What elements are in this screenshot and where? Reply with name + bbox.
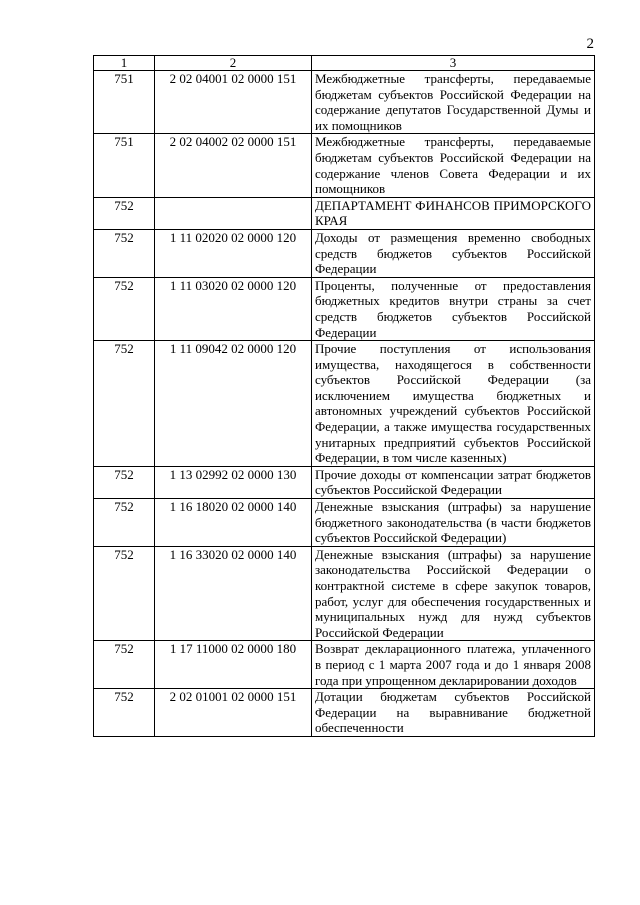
admin-code-cell: 752 [94, 499, 155, 547]
revenue-name-cell: Прочие доходы от компенсации затрат бюджетов субъектов Российской Федерации [312, 466, 595, 498]
table-row [94, 499, 595, 547]
admin-code-cell: 752 [94, 466, 155, 498]
department-heading-cell: ДЕПАРТАМЕНТ ФИНАНСОВ ПРИМОРСКОГО КРАЯ [312, 197, 595, 229]
table-row [94, 341, 595, 467]
table-row [94, 641, 595, 689]
admin-code-cell: 752 [94, 689, 155, 737]
budget-code-cell: 1 11 03020 02 0000 120 [155, 277, 312, 340]
budget-code-cell: 1 16 18020 02 0000 140 [155, 499, 312, 547]
budget-code-cell: 1 17 11000 02 0000 180 [155, 641, 312, 689]
table-row [94, 689, 595, 737]
revenue-name-cell: Денежные взыскания (штрафы) за нарушение бюджетного законодательства (в части бюджетов субъектов Российской Федерации) [312, 499, 595, 547]
budget-code-cell: 2 02 04002 02 0000 151 [155, 134, 312, 197]
revenue-name-cell: Доходы от размещения временно свободных средств бюджетов субъектов Российской Федерации [312, 229, 595, 277]
admin-code-cell: 752 [94, 197, 155, 229]
admin-code-cell: 751 [94, 71, 155, 134]
budget-code-cell: 1 16 33020 02 0000 140 [155, 546, 312, 641]
budget-classification-table [93, 55, 595, 737]
budget-code-cell: 2 02 04001 02 0000 151 [155, 71, 312, 134]
admin-code-cell: 752 [94, 277, 155, 340]
revenue-name-cell: Денежные взыскания (штрафы) за нарушение законодательства Российской Федерации о контрактной системе в сфере закупок товаров, работ, услуг для обеспечения государственных и муниципальных нужд для нужд субъектов Российской Федерации [312, 546, 595, 641]
table-row [94, 546, 595, 641]
budget-code-cell: 1 11 09042 02 0000 120 [155, 341, 312, 467]
admin-code-cell: 752 [94, 229, 155, 277]
revenue-name-cell: Возврат декларационного платежа, уплаченного в период с 1 марта 2007 года и до 1 января 2008 года при упрощенном декларировании доходов [312, 641, 595, 689]
revenue-name-cell: Прочие поступления от использования имущества, находящегося в собственности субъектов Российской Федерации (за исключением имущества бюджетных и автономных учреждений субъектов Российской Федерации, а также имущества государственных унитарных предприятий субъектов Российской Федерации, в том числе казенных) [312, 341, 595, 467]
table-row [94, 197, 595, 229]
admin-code-cell: 751 [94, 134, 155, 197]
budget-code-cell: 1 13 02992 02 0000 130 [155, 466, 312, 498]
budget-code-cell: 2 02 01001 02 0000 151 [155, 689, 312, 737]
table-row [94, 466, 595, 498]
budget-code-cell [155, 197, 312, 229]
header-col-2: 2 [155, 56, 312, 71]
admin-code-cell: 752 [94, 341, 155, 467]
table-row [94, 134, 595, 197]
budget-code-cell: 1 11 02020 02 0000 120 [155, 229, 312, 277]
revenue-name-cell: Дотации бюджетам субъектов Российской Федерации на выравнивание бюджетной обеспеченности [312, 689, 595, 737]
header-col-3: 3 [312, 56, 595, 71]
table-row [94, 277, 595, 340]
revenue-name-cell: Межбюджетные трансферты, передаваемые бюджетам субъектов Российской Федерации на содержание депутатов Государственной Думы и их помощников [312, 71, 595, 134]
page-number: 2 [586, 36, 594, 52]
header-col-1: 1 [94, 56, 155, 71]
table-row [94, 229, 595, 277]
revenue-name-cell: Межбюджетные трансферты, передаваемые бюджетам субъектов Российской Федерации на содержание членов Совета Федерации и их помощников [312, 134, 595, 197]
admin-code-cell: 752 [94, 641, 155, 689]
table-header-row [94, 56, 595, 71]
table-row [94, 71, 595, 134]
admin-code-cell: 752 [94, 546, 155, 641]
revenue-name-cell: Проценты, полученные от предоставления бюджетных кредитов внутри страны за счет средств бюджетов субъектов Российской Федерации [312, 277, 595, 340]
